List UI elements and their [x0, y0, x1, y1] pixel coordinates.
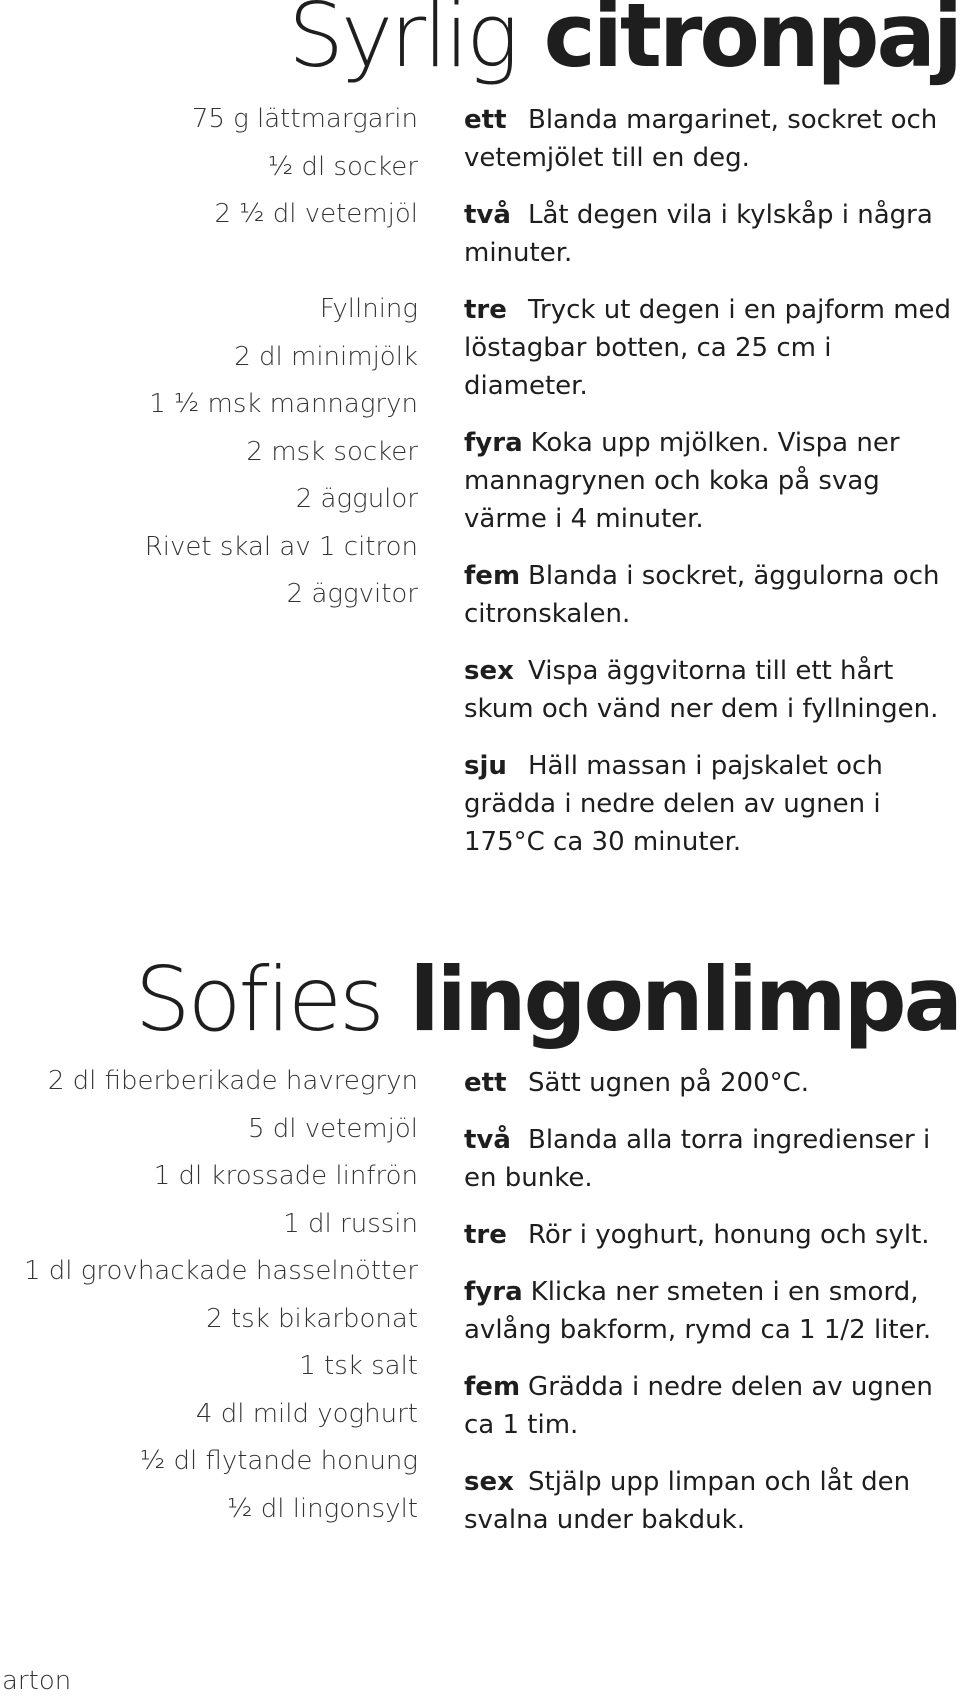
step-number: sju [464, 751, 507, 781]
ingredient-item: 2 äggvitor [286, 579, 418, 609]
ingredient-list [0, 1058, 418, 1533]
recipe-title-bold: lingonlimpa [409, 948, 960, 1051]
ingredient-section-heading: Fyllning [319, 294, 418, 324]
step-item [464, 196, 960, 272]
page-number: arton [2, 1666, 72, 1696]
step-text: Tryck ut degen i en pajform med löstagbar botten, ca 25 cm i diameter. [464, 295, 952, 401]
step-item [464, 1368, 960, 1444]
ingredient-item: 2 dl fiberberikade havregryn [47, 1066, 418, 1096]
step-item [464, 557, 960, 633]
step-number: ett [464, 105, 507, 135]
step-number: sex [464, 1467, 514, 1497]
ingredient-item: 5 dl vetemjöl [247, 1113, 418, 1144]
ingredient-item: 1 dl russin [283, 1208, 418, 1239]
step-text: Sätt ugnen på 200°C. [528, 1068, 810, 1098]
ingredient-item: 1 dl krossade linfrön [153, 1161, 418, 1191]
ingredient-list [0, 96, 418, 619]
ingredient-item: 2 tsk bikarbonat [206, 1303, 418, 1334]
step-text: Blanda alla torra ingredienser i en bunke. [464, 1125, 931, 1193]
step-text: Stjälp upp limpan och låt den svalna under bakduk. [464, 1467, 911, 1535]
step-item [464, 652, 960, 728]
ingredient-item: ½ dl socker [267, 151, 418, 182]
step-text: Blanda margarinet, sockret och vetemjölet till en deg. [464, 105, 938, 173]
recipe-title-light: Syrlig [288, 0, 516, 87]
step-text: Vispa äggvitorna till ett hårt skum och vänd ner dem i fyllningen. [464, 656, 939, 724]
ingredient-item: Rivet skal av 1 citron [144, 531, 418, 562]
ingredient-item: ½ dl flytande honung [139, 1446, 418, 1476]
step-number: två [464, 200, 511, 230]
step-number: tre [464, 295, 507, 325]
step-item [464, 747, 960, 861]
step-number: sex [464, 656, 514, 686]
step-text: Häll massan i pajskalet och grädda i nedre delen av ugnen i 175°C ca 30 minuter. [464, 751, 883, 857]
step-item [464, 1064, 960, 1102]
ingredient-item: 2 äggulor [295, 484, 418, 514]
step-number: tre [464, 1220, 507, 1250]
step-number: ett [464, 1068, 507, 1098]
ingredient-item: ½ dl lingonsylt [227, 1493, 418, 1524]
step-number: fem [464, 561, 521, 591]
recipe-title [288, 0, 960, 87]
ingredient-item: 2 ½ dl vetemjöl [214, 199, 418, 229]
step-text: Klicka ner smeten i en smord, avlång bakform, rymd ca 1 1/2 liter. [464, 1277, 932, 1345]
step-text: Rör i yoghurt, honung och sylt. [528, 1220, 930, 1250]
step-number: fem [464, 1372, 521, 1402]
ingredient-item: 1 ½ msk mannagryn [149, 389, 418, 419]
step-item [464, 424, 960, 538]
recipe-title-light: Sofies [134, 948, 382, 1051]
step-item [464, 1121, 960, 1197]
step-number: två [464, 1125, 511, 1155]
step-number: fyra [464, 428, 523, 458]
step-number: fyra [464, 1277, 523, 1307]
step-item [464, 1463, 960, 1539]
ingredient-spacer [0, 239, 418, 287]
ingredient-item: 2 dl minimjölk [234, 341, 418, 372]
step-item [464, 1216, 960, 1254]
recipe-title [134, 948, 960, 1051]
step-text: Blanda i sockret, äggulorna och citronskalen. [464, 561, 940, 629]
step-text: Låt degen vila i kylskåp i några minuter. [464, 200, 933, 268]
step-item [464, 1273, 960, 1349]
ingredient-item: 1 tsk salt [299, 1351, 418, 1381]
step-item [464, 101, 960, 177]
step-item [464, 291, 960, 405]
ingredient-item: 1 dl grovhackade hasselnötter [24, 1256, 418, 1286]
step-text: Koka upp mjölken. Vispa ner mannagrynen och koka på svag värme i 4 minuter. [464, 428, 900, 534]
step-list [464, 101, 960, 880]
recipe-title-bold: citronpaj [543, 0, 960, 87]
ingredient-item: 2 msk socker [246, 436, 418, 467]
ingredient-item: 4 dl mild yoghurt [195, 1398, 418, 1429]
step-list [464, 1064, 960, 1558]
ingredient-item: 75 g lättmargarin [191, 104, 418, 134]
step-text: Grädda i nedre delen av ugnen ca 1 tim. [464, 1372, 933, 1440]
